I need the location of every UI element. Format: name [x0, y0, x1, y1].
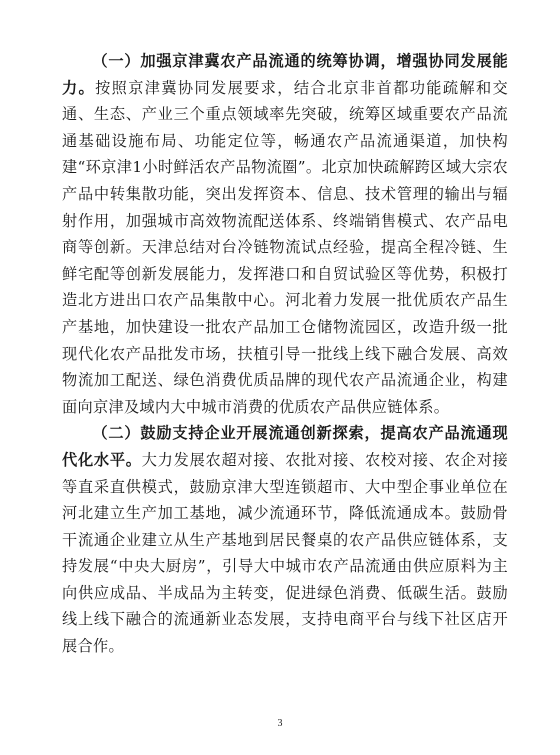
section-1-heading: （一）加强京津冀农产品流通的统筹协调，增强协同发展能力。 — [62, 52, 508, 97]
section-2-paragraph — [62, 420, 508, 659]
section-1-paragraph — [62, 48, 508, 420]
section-2-body: 大力发展农超对接、农批对接、农校对接、农企对接等直采直供模式，鼓励京津大型连锁超市、大中型企事业单位在河北建立生产加工基地，减少流通环节，降低流通成本。鼓励骨干流通企业建立从生产基地到居民餐桌的农产品供应链体系，支持发展“中央大厨房”，引导大中城市农产品流通由供应原料为主向供应成品、半成品为主转变，促进绿色消费、低碳生活。鼓励线上线下融合的流通新业态发展，支持电商平台与线下社区店开展合作。 — [62, 450, 509, 656]
page-number: 3 — [277, 718, 283, 729]
section-2-heading: （二）鼓励支持企业开展流通创新探索，提高农产品流通现代化水平。 — [62, 424, 508, 469]
section-1-body: 按照京津冀协同发展要求，结合北京非首都功能疏解和交通、生态、产业三个重点领域率先突破，统筹区域重要农产品流通基础设施布局、功能定位等，畅通农产品流通渠道，加快构建“环京津1小时鲜活农产品物流圈”。北京加快疏解跨区域大宗农产品中转集散功能，突出发挥资本、信息、技术管理的输出与辐射作用，加强城市高效物流配送体系、终端销售模式、农产品电商等创新。天津总结对台冷链物流试点经验，提高全程冷链、生鲜宅配等创新发展能力，发挥港口和自贸试验区等优势，积极打造北方进出口农产品集散中心。河北着力发展一批优质农产品生产基地，加快建设一批农产品加工仓储物流园区，改造升级一批现代化农产品批发市场，扶植引导一批线上线下融合发展、高效物流加工配送、绿色消费优质品牌的现代农产品流通企业，构建面向京津及域内大中城市消费的优质农产品供应链体系。 — [62, 78, 508, 416]
